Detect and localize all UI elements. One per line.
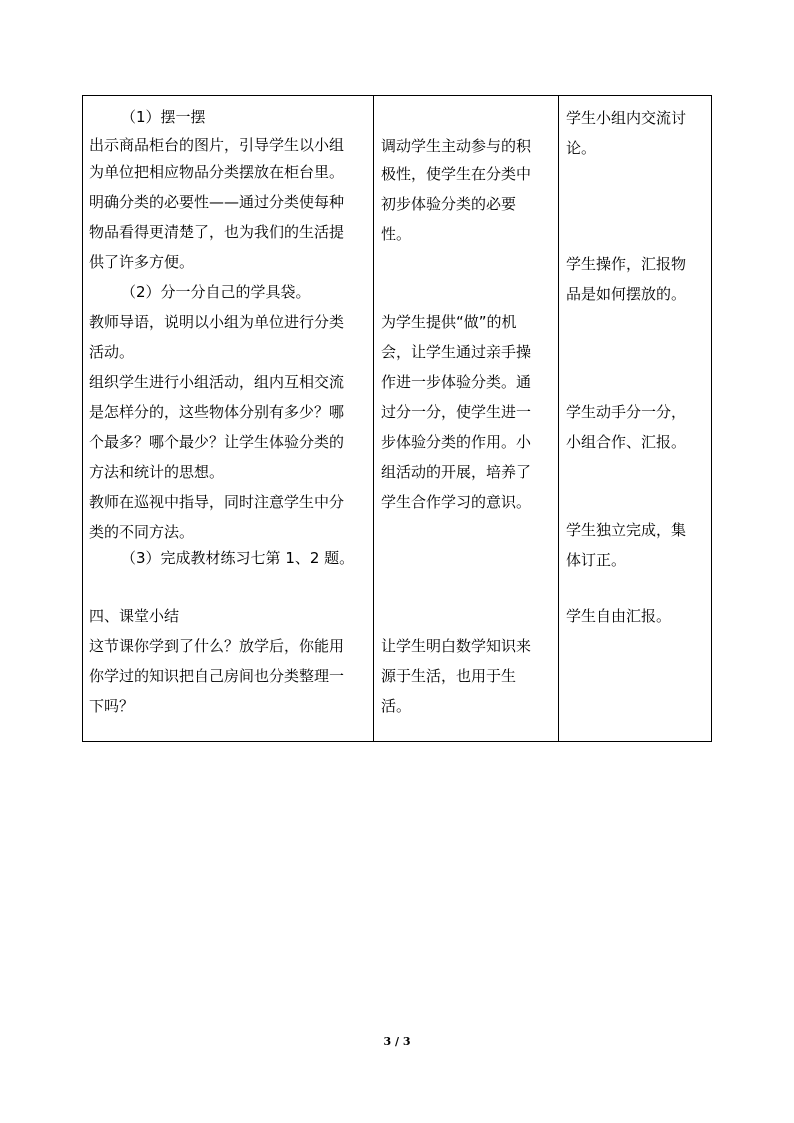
col1-line: 方法和统计的思想。 <box>89 463 225 481</box>
column-divider-2 <box>558 96 559 741</box>
col2-line: 极性，使学生在分类中 <box>381 165 532 183</box>
col1-line: 下吗？ <box>89 697 135 715</box>
col2-line: 让学生明白数学知识来 <box>381 637 532 655</box>
col2-line: 调动学生主动参与的积 <box>381 137 532 155</box>
col1-line: 你学过的知识把自己房间也分类整理一 <box>89 667 345 685</box>
col1-line: 教师导语，说明以小组为单位进行分类 <box>89 313 345 331</box>
col3-line: 学生自由汇报。 <box>566 607 672 625</box>
col3-line: 学生动手分一分， <box>566 403 687 421</box>
col1-line: 个最多？哪个最少？让学生体验分类的 <box>89 433 345 451</box>
col2-line: 学生合作学习的意识。 <box>381 493 532 511</box>
col1-line: 教师在巡视中指导，同时注意学生中分 <box>89 493 345 511</box>
col1-line: 类的不同方法。 <box>89 523 195 541</box>
column-divider-1 <box>373 96 374 741</box>
col1-line: 物品看得更清楚了，也为我们的生活提 <box>89 223 345 241</box>
col3-line: 品是如何摆放的。 <box>566 285 687 303</box>
col1-line: （2）分一分自己的学具袋。 <box>121 283 311 301</box>
col2-line: 过分一分，使学生进一 <box>381 403 532 421</box>
col1-line: 明确分类的必要性——通过分类使每种 <box>89 193 345 211</box>
col1-line: 为单位把相应物品分类摆放在柜台里。 <box>89 163 345 181</box>
col3-line: 体订正。 <box>566 551 627 569</box>
col2-line: 性。 <box>381 225 412 243</box>
col1-line: 四、课堂小结 <box>89 607 180 625</box>
lesson-table <box>82 95 712 742</box>
col3-line: 学生独立完成，集 <box>566 521 687 539</box>
col2-line: 源于生活，也用于生 <box>381 667 517 685</box>
col3-line: 学生小组内交流讨 <box>566 109 687 127</box>
col2-line: 步体验分类的作用。小 <box>381 433 532 451</box>
col1-line: 出示商品柜台的图片，引导学生以小组 <box>89 136 345 154</box>
col1-line: 是怎样分的，这些物体分别有多少？哪 <box>89 403 345 421</box>
col1-line: 供了许多方便。 <box>89 253 195 271</box>
col2-line: 为学生提供“做”的机 <box>381 313 517 331</box>
col1-line: （1）摆一摆 <box>121 108 206 126</box>
col2-line: 组活动的开展，培养了 <box>381 463 532 481</box>
col1-line: 活动。 <box>89 343 135 361</box>
col1-line: （3）完成教材练习七第 1、2 题。 <box>121 549 355 567</box>
col3-line: 论。 <box>566 139 597 157</box>
col1-line: 组织学生进行小组活动，组内互相交流 <box>89 373 345 391</box>
col1-line: 这节课你学到了什么？放学后，你能用 <box>89 637 345 655</box>
col3-line: 小组合作、汇报。 <box>566 433 687 451</box>
col2-line: 初步体验分类的必要 <box>381 195 517 213</box>
col2-line: 活。 <box>381 697 412 715</box>
col3-line: 学生操作，汇报物 <box>566 255 687 273</box>
col2-line: 会，让学生通过亲手操 <box>381 343 532 361</box>
page-number: 3 / 3 <box>383 1035 411 1048</box>
col2-line: 作进一步体验分类。通 <box>381 373 532 391</box>
